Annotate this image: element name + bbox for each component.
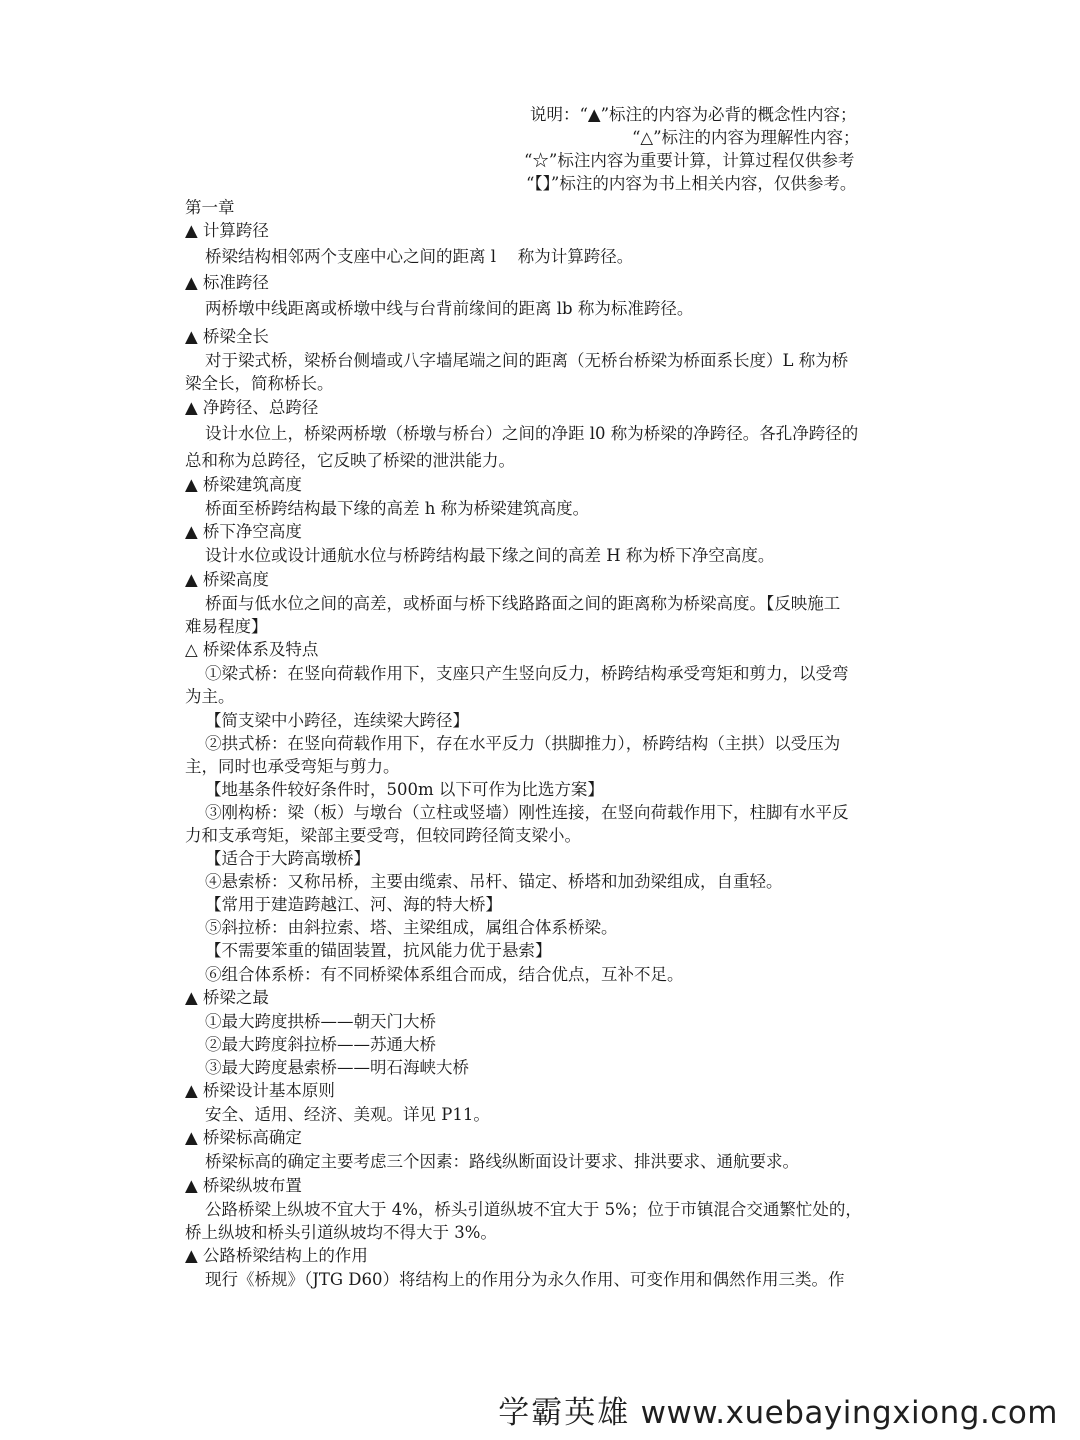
text-line: 公路桥梁上纵坡不宜大于 4%，桥头引道纵坡不宜大于 5%；位于市镇混合交通繁忙处的， [205, 1200, 862, 1219]
text-line: 对于梁式桥，梁桥台侧墙或八字墙尾端之间的距离（无桥台桥梁为桥面系长度）L 称为桥 [205, 351, 849, 370]
watermark [498, 1387, 1058, 1432]
heading-bridge-height: ▲ 桥梁高度 [185, 570, 269, 589]
text-line: 主，同时也承受弯矩与剪力。 [185, 757, 400, 776]
heading-actions: ▲ 公路桥梁结构上的作用 [185, 1246, 368, 1265]
heading-longitudinal-slope: ▲ 桥梁纵坡布置 [185, 1176, 302, 1195]
text-line: 难易程度】 [185, 617, 268, 636]
text-line: ①最大跨度拱桥——朝天门大桥 [205, 1012, 436, 1031]
heading-calc-span: ▲ 计算跨径 [185, 221, 269, 240]
heading-construction-height: ▲ 桥梁建筑高度 [185, 475, 302, 494]
text-line: 桥上纵坡和桥头引道纵坡均不得大于 3%。 [185, 1223, 497, 1242]
text-line: 桥梁标高的确定主要考虑三个因素：路线纵断面设计要求、排洪要求、通航要求。 [205, 1152, 799, 1171]
text-line: 两桥墩中线距离或桥墩中线与台背前缘间的距离 lb 称为标准跨径。 [205, 299, 694, 318]
heading-bridge-systems: △ 桥梁体系及特点 [185, 640, 319, 659]
text-line: 设计水位或设计通航水位与桥跨结构最下缘之间的高差 H 称为桥下净空高度。 [205, 546, 775, 565]
text-line: 【不需要笨重的锚固装置，抗风能力优于悬索】 [205, 941, 552, 960]
legend-line-2: “△”标注的内容为理解性内容； [632, 128, 860, 147]
text-line: ②最大跨度斜拉桥——苏通大桥 [205, 1035, 436, 1054]
text-line: ⑥组合体系桥：有不同桥梁体系组合而成，结合优点，互补不足。 [205, 965, 684, 984]
watermark-url: www.xuebayingxiong.com [640, 1395, 1058, 1431]
heading-bridge-records: ▲ 桥梁之最 [185, 988, 269, 1007]
legend-line-3: “☆”标注内容为重要计算，计算过程仅供参考 [524, 151, 855, 170]
text-line: ①梁式桥：在竖向荷载作用下，支座只产生竖向反力，桥跨结构承受弯矩和剪力，以受弯 [205, 664, 849, 683]
text-line: 安全、适用、经济、美观。详见 P11。 [205, 1105, 490, 1124]
text-line: 桥面至桥跨结构最下缘的高差 h 称为桥梁建筑高度。 [205, 499, 590, 518]
heading-standard-span: ▲ 标准跨径 [185, 273, 269, 292]
text-line: ③最大跨度悬索桥——明石海峡大桥 [205, 1058, 469, 1077]
text-line: 【简支梁中小跨径，连续梁大跨径】 [205, 711, 469, 730]
text-line: 桥梁结构相邻两个支座中心之间的距离 l 称为计算跨径。 [205, 247, 634, 266]
heading-design-principles: ▲ 桥梁设计基本原则 [185, 1081, 335, 1100]
heading-clear-span: ▲ 净跨径、总跨径 [185, 398, 319, 417]
heading-bridge-length: ▲ 桥梁全长 [185, 327, 269, 346]
text-line: ④悬索桥：又称吊桥，主要由缆索、吊杆、锚定、桥塔和加劲梁组成，自重轻。 [205, 872, 783, 891]
legend-line-1: 说明：“▲”标注的内容为必背的概念性内容； [530, 105, 857, 124]
text-line: 设计水位上，桥梁两桥墩（桥墩与桥台）之间的净距 l0 称为桥梁的净跨径。各孔净跨径的 [205, 424, 859, 443]
text-line: 力和支承弯矩，梁部主要受弯，但较同跨径简支梁小。 [185, 826, 581, 845]
text-line: 现行《桥规》（JTG D60）将结构上的作用分为永久作用、可变作用和偶然作用三类。作 [205, 1270, 845, 1289]
text-line: 【常用于建造跨越江、河、海的特大桥】 [205, 895, 502, 914]
text-line: 【适合于大跨高墩桥】 [205, 849, 370, 868]
heading-clearance-height: ▲ 桥下净空高度 [185, 522, 302, 541]
text-line: 【地基条件较好条件时，500m 以下可作为比选方案】 [205, 780, 604, 799]
text-line: 桥面与低水位之间的高差，或桥面与桥下线路路面之间的距离称为桥梁高度。【反映施工 [205, 594, 841, 613]
text-line: ③刚构桥：梁（板）与墩台（立柱或竖墙）刚性连接，在竖向荷载作用下，柱脚有水平反 [205, 803, 849, 822]
text-line: 梁全长，简称桥长。 [185, 374, 334, 393]
text-line: ⑤斜拉桥：由斜拉索、塔、主梁组成，属组合体系桥梁。 [205, 918, 618, 937]
heading-elevation: ▲ 桥梁标高确定 [185, 1128, 302, 1147]
chapter-title: 第一章 [185, 198, 235, 217]
watermark-name: 学霸英雄 [498, 1395, 631, 1431]
text-line: 总和称为总跨径，它反映了桥梁的泄洪能力。 [185, 451, 515, 470]
text-line: 为主。 [185, 687, 235, 706]
legend-line-4: “【】”标注的内容为书上相关内容，仅供参考。 [526, 174, 857, 193]
text-line: ②拱式桥：在竖向荷载作用下，存在水平反力（拱脚推力），桥跨结构（主拱）以受压为 [205, 734, 841, 753]
